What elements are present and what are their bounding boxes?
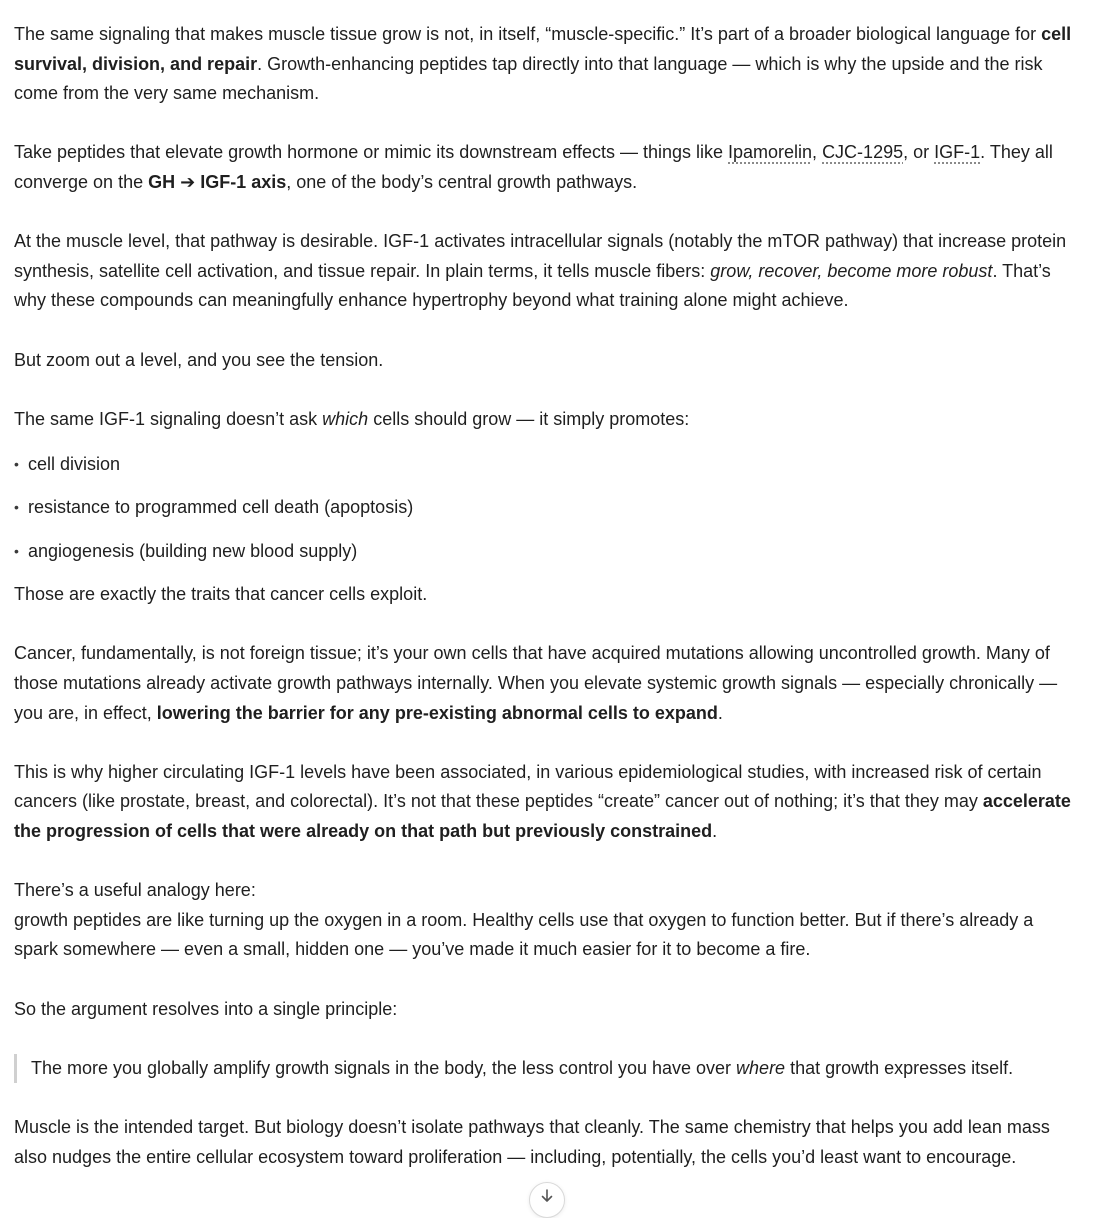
emphasis-cell-survival: cell survival, division, and repair [14, 24, 1072, 74]
paragraph-cancer-fundamentals: Cancer, fundamentally, is not foreign tissue; it’s your own cells that have acquired mutations allowing uncontrolled growth. Many of those mutations already activate growth pathways internally. When you elevate systemic growth signals — especially chronically — you are, in effect, lowering the barrier for any pre-existing abnormal cells to expand. [14, 643, 1058, 723]
list-item: • cell division [14, 450, 1076, 480]
emphasis-where: where [736, 1057, 786, 1078]
scroll-to-bottom-button[interactable] [529, 1182, 565, 1218]
paragraph-epidemiology: This is why higher circulating IGF-1 levels have been associated, in various epidemiological studies, with increased risk of certain cancers (like prostate, breast, and colorectal). It’s not that these peptides “create” cancer out of nothing; it’s that they may accelerate the progression of cells that were already on that path but previously constrained. [14, 761, 1071, 842]
paragraph-muscle-level: At the muscle level, that pathway is desirable. IGF-1 activates intracellular signals (notably the mTOR pathway) that increase protein synthesis, satellite cell activation, and tissue repair. In plain terms, it tells muscle fibers: grow, recover, become more robust. That’s why these compounds can meaningfully enhance hypertrophy beyond what training alone might achieve. [14, 231, 1067, 311]
paragraph-igf-promotes: The same IGF-1 signaling doesn’t ask which cells should grow — it simply promotes: [14, 408, 690, 429]
paragraph-analogy: There’s a useful analogy here: growth peptides are like turning up the oxygen in a room. Healthy cells use that oxygen to function better. But if there’s already a spark somewhere — even a small, hidden one — you’ve made it much easier for it to become a fire. [14, 880, 1034, 960]
emphasis-which: which [322, 408, 369, 429]
paragraph-peptides: Take peptides that elevate growth hormone or mimic its downstream effects — things like Ipamorelin, CJC-1295, or IGF-1. They all converge on the GH ➔ IGF-1 axis, one of the body’s central growth pathways. [14, 142, 1053, 192]
emphasis-lowering-barrier: lowering the barrier for any pre-existing abnormal cells to expand [156, 702, 718, 723]
arrow-down-icon [540, 1189, 554, 1203]
paragraph-conclusion: Muscle is the intended target. But biology doesn’t isolate pathways that cleanly. The same chemistry that helps you add lean mass also nudges the entire cellular ecosystem toward proliferation — including, potentially, the cells you’d least want to encourage. [14, 1116, 1050, 1167]
paragraph-cancer-traits: Those are exactly the traits that cancer cells exploit. [14, 584, 428, 605]
chat-message-content [14, 20, 1076, 1202]
emphasis-gh-axis: GH ➔ IGF-1 axis [148, 171, 287, 192]
emphasis-accelerate: accelerate the progression of cells that were already on that path but previously constrained [14, 791, 1071, 842]
emphasis-grow-recover: grow, recover, become more robust [710, 260, 993, 281]
blockquote-principle: The more you globally amplify growth signals in the body, the less control you have over where that growth expresses itself. [14, 1054, 1076, 1084]
paragraph-intro: The same signaling that makes muscle tissue grow is not, in itself, “muscle-specific.” It’s part of a broader biological language for cell survival, division, and repair. Growth-enhancing peptides tap directly into that language — which is why the upside and the risk come from the very same mechanism. [14, 24, 1072, 104]
paragraph-zoom-out: But zoom out a level, and you see the tension. [14, 349, 384, 370]
bullet-list [14, 450, 1076, 566]
list-item: • angiogenesis (building new blood supply) [14, 537, 1076, 567]
term-link-ipamorelin[interactable]: Ipamorelin [728, 142, 813, 163]
term-link-cjc-1295[interactable]: CJC-1295 [822, 142, 904, 163]
term-link-igf-1[interactable]: IGF-1 [934, 142, 981, 163]
paragraph-principle-intro: So the argument resolves into a single principle: [14, 998, 398, 1019]
list-item: • resistance to programmed cell death (apoptosis) [14, 493, 1076, 523]
